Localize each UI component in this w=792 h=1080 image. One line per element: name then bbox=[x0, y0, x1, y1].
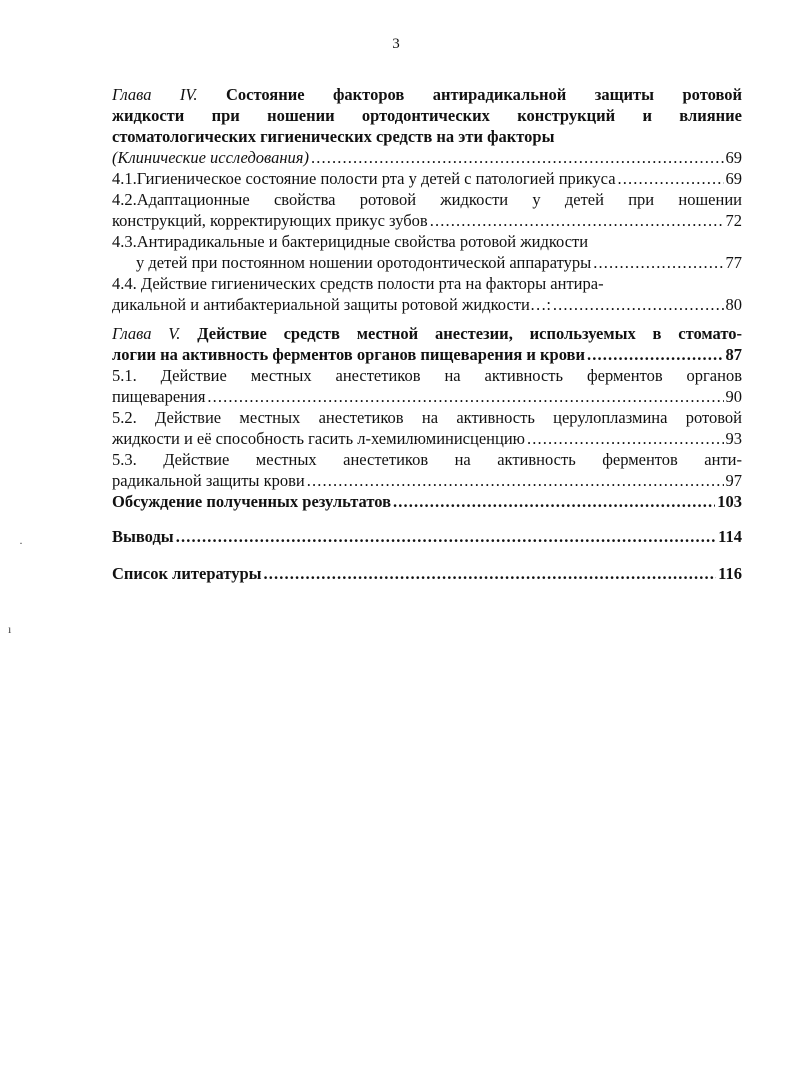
chapter-4-subtitle: (Клинические исследования) bbox=[112, 148, 309, 167]
page-number: 3 bbox=[392, 36, 400, 52]
section-title: Выводы bbox=[112, 527, 174, 546]
section-title: пищеварения bbox=[112, 387, 206, 406]
chapter-4-heading-line-3: стоматологических гигиенических средств на эти факторы bbox=[112, 127, 555, 146]
chapter-5-prefix: Глава V. bbox=[112, 324, 181, 343]
toc-entry-references[interactable] bbox=[112, 563, 742, 584]
chapter-4-heading-line-1 bbox=[112, 84, 742, 105]
toc-entry-4-4-line-1: 4.4. Действие гигиенических средств полости рта на факторы антира- bbox=[112, 274, 604, 293]
page-ref: 87 bbox=[725, 345, 742, 364]
section-title: 4.1.Гигиеническое состояние полости рта у детей с патологией прикуса bbox=[112, 169, 616, 188]
page-ref: 69 bbox=[725, 148, 742, 167]
dot-leader bbox=[430, 210, 724, 231]
page-ref: 90 bbox=[725, 387, 742, 406]
section-title: жидкости и её способность гасить л-хемилюминисценцию bbox=[112, 429, 525, 448]
chapter-5-title-part-2: логии на активность ферментов органов пищеварения и крови bbox=[112, 345, 585, 364]
table-of-contents bbox=[112, 84, 742, 584]
dot-leader bbox=[307, 470, 724, 491]
dot-leader bbox=[587, 344, 724, 365]
page-ref: 72 bbox=[725, 211, 742, 230]
dot-leader bbox=[593, 252, 723, 273]
section-title: радикальной защиты крови bbox=[112, 471, 305, 490]
toc-entry-5-1[interactable] bbox=[112, 386, 742, 407]
section-title: дикальной и антибактериальной защиты ротовой жидкости…: bbox=[112, 295, 551, 314]
page-ref: 103 bbox=[717, 492, 742, 511]
scan-speck: ı bbox=[8, 622, 12, 636]
page-ref: 114 bbox=[718, 527, 742, 546]
page-ref: 80 bbox=[725, 295, 742, 314]
toc-entry-5-2-line-1: 5.2. Действие местных анестетиков на активность церулоплазмина ротовой bbox=[112, 408, 742, 427]
dot-leader bbox=[393, 491, 715, 512]
toc-entry-4-4[interactable] bbox=[112, 294, 742, 315]
toc-entry-4-3[interactable] bbox=[112, 252, 742, 273]
toc-entry-5-3-line-1: 5.3. Действие местных анестетиков на активность ферментов анти- bbox=[112, 450, 742, 469]
chapter-4-prefix: Глава IV. bbox=[112, 85, 198, 104]
scan-speck: · bbox=[19, 536, 23, 550]
toc-entry-4-2-line-1: 4.2.Адаптационные свойства ротовой жидкости у детей при ношении bbox=[112, 190, 742, 209]
chapter-4-title-part-1: Состояние факторов антирадикальной защиты ротовой bbox=[225, 85, 742, 104]
dot-leader bbox=[264, 563, 717, 584]
toc-entry-discussion[interactable] bbox=[112, 491, 742, 512]
chapter-5-title-part-1: Действие средств местной анестезии, используемых в стомато- bbox=[197, 324, 742, 343]
page-ref: 77 bbox=[725, 253, 742, 272]
toc-entry-4-1[interactable] bbox=[112, 168, 742, 189]
dot-leader bbox=[311, 147, 724, 168]
section-title: конструкций, корректирующих прикус зубов bbox=[112, 211, 428, 230]
section-title: Обсуждение полученных результатов bbox=[112, 492, 392, 511]
page-ref: 97 bbox=[725, 471, 742, 490]
page-ref: 116 bbox=[718, 564, 742, 583]
chapter-4-heading-line-2: жидкости при ношении ортодонтических конструкций и влияние bbox=[112, 106, 742, 125]
toc-entry-4-3-line-1: 4.3.Антирадикальные и бактерицидные свойства ротовой жидкости bbox=[112, 232, 589, 251]
toc-entry-5-3[interactable] bbox=[112, 470, 742, 491]
dot-leader bbox=[207, 386, 723, 407]
chapter-5-heading-line-1 bbox=[112, 323, 742, 344]
toc-entry-conclusions[interactable] bbox=[112, 526, 742, 547]
dot-leader bbox=[553, 294, 724, 315]
page-ref: 69 bbox=[725, 169, 742, 188]
toc-entry-chapter-5[interactable] bbox=[112, 344, 742, 365]
dot-leader bbox=[176, 526, 716, 547]
toc-entry-5-2[interactable] bbox=[112, 428, 742, 449]
toc-entry-4-2[interactable] bbox=[112, 210, 742, 231]
toc-entry-chapter-4[interactable] bbox=[112, 147, 742, 168]
toc-entry-5-1-line-1: 5.1. Действие местных анестетиков на активность ферментов органов bbox=[112, 366, 742, 385]
page-ref: 93 bbox=[725, 429, 742, 448]
dot-leader bbox=[527, 428, 724, 449]
dot-leader bbox=[618, 168, 724, 189]
section-title: Список литературы bbox=[112, 564, 262, 583]
section-title: у детей при постоянном ношении оротодонтической аппаратуры bbox=[136, 253, 592, 272]
